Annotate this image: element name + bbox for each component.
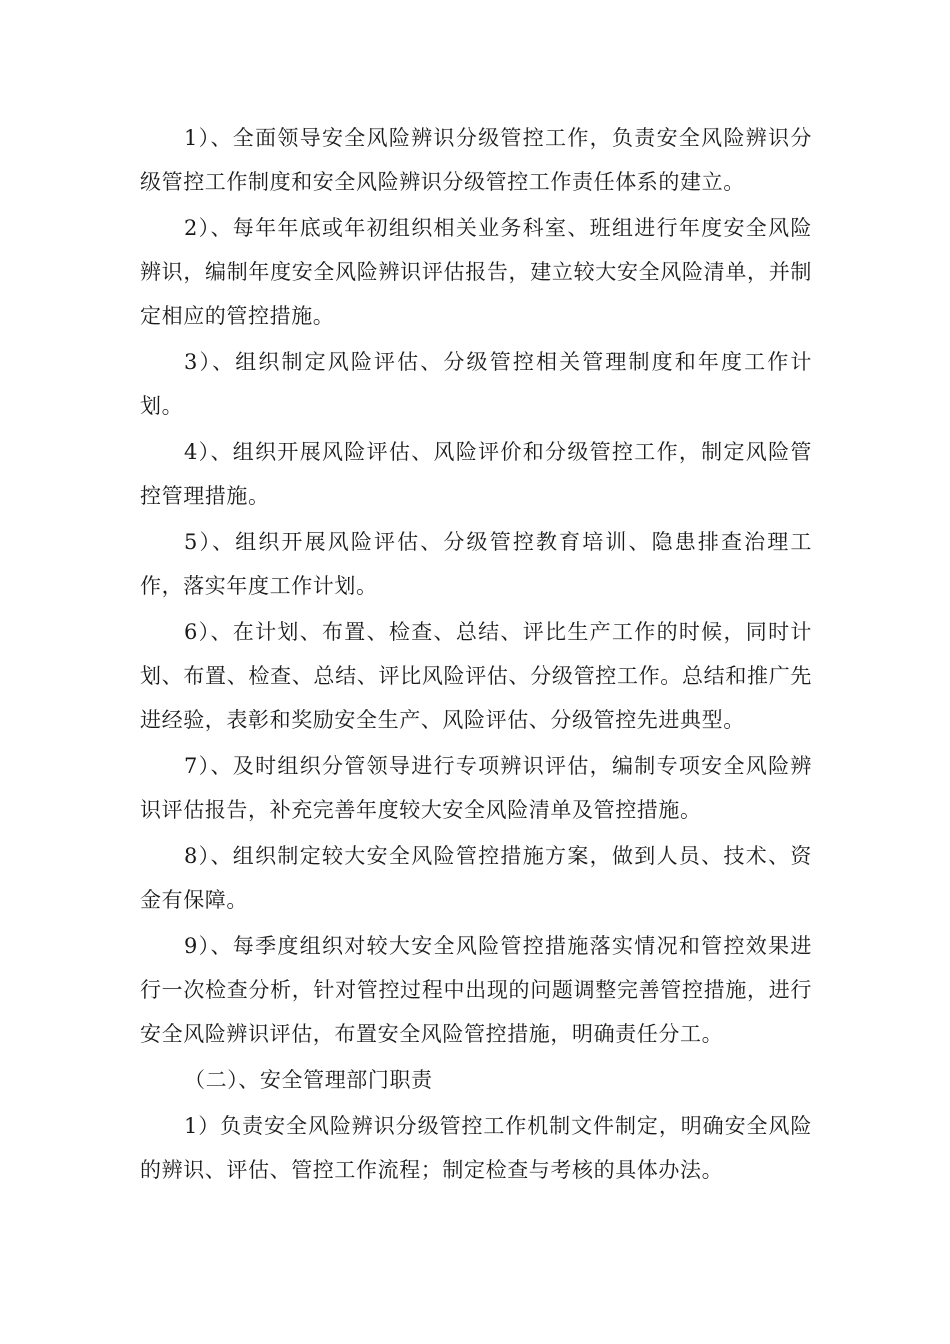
paragraph-item-4: 4）、组织开展风险评估、风险评价和分级管控工作，制定风险管控管理措施。: [140, 440, 812, 508]
section-paragraph-1: 1）负责安全风险辨识分级管控工作机制文件制定，明确安全风险的辨识、评估、管控工作流程；制定检查与考核的具体办法。: [140, 1114, 812, 1182]
paragraph-item-2: 2）、每年年底或年初组织相关业务科室、班组进行年度安全风险辨识，编制年度安全风险辨识评估报告，建立较大安全风险清单，并制定相应的管控措施。: [140, 216, 812, 328]
paragraph-item-5: 5）、组织开展风险评估、分级管控教育培训、隐患排查治理工作，落实年度工作计划。: [140, 530, 812, 598]
section-heading: （二）、安全管理部门职责: [184, 1068, 433, 1092]
document-body: [140, 116, 812, 1194]
paragraph-item-3: 3）、组织制定风险评估、分级管控相关管理制度和年度工作计划。: [140, 350, 812, 418]
paragraph-item-1: 1）、全面领导安全风险辨识分级管控工作，负责安全风险辨识分级管控工作制度和安全风险辨识分级管控工作责任体系的建立。: [140, 126, 812, 194]
paragraph-item-7: 7）、及时组织分管领导进行专项辨识评估，编制专项安全风险辨识评估报告，补充完善年度较大安全风险清单及管控措施。: [140, 754, 812, 822]
paragraph-item-6: 6）、在计划、布置、检查、总结、评比生产工作的时候，同时计划、布置、检查、总结、评比风险评估、分级管控工作。总结和推广先进经验，表彰和奖励安全生产、风险评估、分级管控先进典型。: [140, 620, 812, 732]
paragraph-item-8: 8）、组织制定较大安全风险管控措施方案，做到人员、技术、资金有保障。: [140, 844, 812, 912]
paragraph-item-9: 9）、每季度组织对较大安全风险管控措施落实情况和管控效果进行一次检查分析，针对管控过程中出现的问题调整完善管控措施，进行安全风险辨识评估，布置安全风险管控措施，明确责任分工。: [140, 934, 812, 1046]
